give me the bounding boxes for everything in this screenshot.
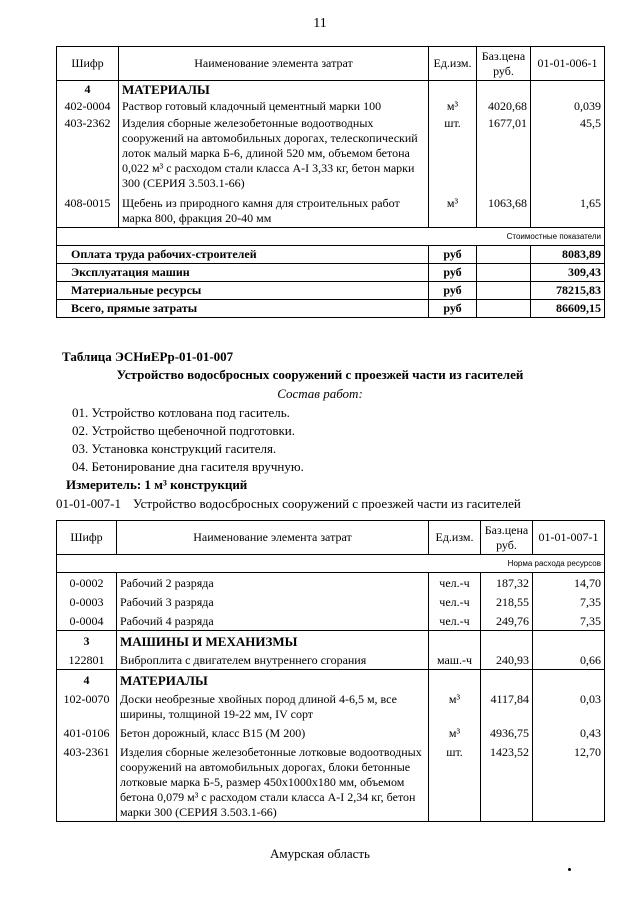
row-code: 0-0002 <box>57 573 117 593</box>
table-row <box>57 650 605 670</box>
row-price: 1423,52 <box>481 742 533 822</box>
row-value: 12,70 <box>533 742 605 822</box>
works-list <box>72 404 304 476</box>
row-name: Щебень из природного камня для строительных работ марка 800, фракция 20-40 мм <box>119 192 429 228</box>
row-name: Доски необрезные хвойных пород длиной 4-6,5 м, все ширины, толщиной 19-22 мм, IV сорт <box>117 689 429 723</box>
table-row <box>57 742 605 822</box>
header-code: Шифр <box>57 47 119 81</box>
section-code: 4 <box>57 81 119 99</box>
row-value: 45,5 <box>531 115 605 192</box>
summary-label: Эксплуатация машин <box>57 264 429 282</box>
summary-label: Оплата труда рабочих-строителей <box>57 246 429 264</box>
row-price: 4020,68 <box>477 98 531 115</box>
row-price: 4936,75 <box>481 723 533 742</box>
summary-unit: руб <box>429 246 477 264</box>
work-item: 02. Устройство щебеночной подготовки. <box>72 423 295 438</box>
norm-line <box>56 496 521 512</box>
summary-value: 78215,83 <box>531 282 605 300</box>
row-value: 0,43 <box>533 723 605 742</box>
header-norm: 01-01-007-1 <box>533 521 605 555</box>
row-code: 402-0004 <box>57 98 119 115</box>
row-name: Раствор готовый кладочный цементный марки 100 <box>119 98 429 115</box>
page-mark <box>568 868 571 871</box>
section-code: 4 <box>57 670 117 690</box>
row-name: Бетон дорожный, класс B15 (М 200) <box>117 723 429 742</box>
header-norm: 01-01-006-1 <box>531 47 605 81</box>
row-name: Изделия сборные железобетонные лотковые водоотводных сооружений на автомобильных дорогах, блоки бетонные лотковые марка Б-5, размер 450x1000x180 мм, объемом бетона 0,079 м³ с расходом стали класса А-I 2,34 кг, бетон марки 300 (СЕРИЯ 3.503.1-66) <box>117 742 429 822</box>
row-unit: маш.-ч <box>429 650 481 670</box>
table-row <box>57 98 605 115</box>
table-row <box>57 573 605 593</box>
row-price: 218,55 <box>481 592 533 611</box>
works-title: Состав работ: <box>277 386 363 401</box>
row-code: 122801 <box>57 650 117 670</box>
row-code: 408-0015 <box>57 192 119 228</box>
summary-row <box>57 300 605 318</box>
norm-code: 01-01-007-1 <box>56 496 121 511</box>
table-row <box>57 611 605 631</box>
row-value: 7,35 <box>533 611 605 631</box>
row-unit: м³ <box>429 98 477 115</box>
row-code: 0-0003 <box>57 592 117 611</box>
work-item: 01. Устройство котлована под гаситель. <box>72 405 290 420</box>
table-row <box>57 689 605 723</box>
work-item: 03. Установка конструкций гасителя. <box>72 441 277 456</box>
row-price: 1063,68 <box>477 192 531 228</box>
table-row <box>57 192 605 228</box>
row-code: 403-2362 <box>57 115 119 192</box>
footer-region: Амурская область <box>270 846 370 861</box>
norm-note: Норма расхода ресурсов <box>57 555 605 573</box>
row-unit: м³ <box>429 723 481 742</box>
row-price: 1677,01 <box>477 115 531 192</box>
summary-value: 86609,15 <box>531 300 605 318</box>
row-name: Рабочий 3 разряда <box>117 592 429 611</box>
row-name: Рабочий 4 разряда <box>117 611 429 631</box>
summary-value: 8083,89 <box>531 246 605 264</box>
table-subtitle: Устройство водосбросных сооружений с проезжей части из гасителей <box>116 367 524 382</box>
row-code: 102-0070 <box>57 689 117 723</box>
summary-label: Всего, прямые затраты <box>57 300 429 318</box>
summary-row <box>57 246 605 264</box>
header-unit: Ед.изм. <box>429 47 477 81</box>
row-name: Рабочий 2 разряда <box>117 573 429 593</box>
header-name: Наименование элемента затрат <box>119 47 429 81</box>
row-unit: чел.-ч <box>429 611 481 631</box>
header-price: Баз.цена руб. <box>481 521 533 555</box>
section-title: МАШИНЫ И МЕХАНИЗМЫ <box>117 631 429 651</box>
header-unit: Ед.изм. <box>429 521 481 555</box>
section-row <box>57 631 605 651</box>
header-name: Наименование элемента затрат <box>117 521 429 555</box>
work-item: 04. Бетонирование дна гасителя вручную. <box>72 459 304 474</box>
row-unit: м³ <box>429 689 481 723</box>
row-name: Виброплита с двигателем внутреннего сгорания <box>117 650 429 670</box>
header-price: Баз.цена руб. <box>477 47 531 81</box>
summary-row <box>57 264 605 282</box>
row-unit: чел.-ч <box>429 592 481 611</box>
row-value: 7,35 <box>533 592 605 611</box>
row-value: 0,039 <box>531 98 605 115</box>
row-code: 401-0106 <box>57 723 117 742</box>
row-unit: шт. <box>429 115 477 192</box>
summary-row <box>57 282 605 300</box>
section-row <box>57 81 605 99</box>
section-title: МАТЕРИАЛЫ <box>117 670 429 690</box>
summary-value: 309,43 <box>531 264 605 282</box>
row-name: Изделия сборные железобетонные водоотводных сооружений на автомобильных дорогах, телескопический лоток малый марка Б-6, длиной 520 мм, объемом бетона 0,022 м³ с расходом стали класса А-I 3,33 кг, бетон марки 300 (СЕРИЯ 3.503.1-66) <box>119 115 429 192</box>
summary-unit: руб <box>429 264 477 282</box>
row-unit: шт. <box>429 742 481 822</box>
cost-note-row <box>57 228 605 246</box>
summary-unit: руб <box>429 300 477 318</box>
norm-desc: Устройство водосбросных сооружений с проезжей части из гасителей <box>133 496 521 511</box>
row-value: 14,70 <box>533 573 605 593</box>
row-value: 0,66 <box>533 650 605 670</box>
table-row <box>57 723 605 742</box>
section-row <box>57 670 605 690</box>
row-price: 249,76 <box>481 611 533 631</box>
table-row <box>57 592 605 611</box>
page-number: 11 <box>313 16 327 31</box>
row-code: 403-2361 <box>57 742 117 822</box>
summary-label: Материальные ресурсы <box>57 282 429 300</box>
row-price: 240,93 <box>481 650 533 670</box>
table-row <box>57 115 605 192</box>
header-code: Шифр <box>57 521 117 555</box>
row-code: 0-0004 <box>57 611 117 631</box>
norm-note-row <box>57 555 605 573</box>
table-title: Таблица ЭСНиЕРр-01-01-007 <box>62 349 234 364</box>
summary-unit: руб <box>429 282 477 300</box>
resource-table-007 <box>56 520 605 822</box>
row-price: 187,32 <box>481 573 533 593</box>
measure-label: Измеритель: 1 м³ конструкций <box>66 477 248 492</box>
row-unit: чел.-ч <box>429 573 481 593</box>
row-value: 1,65 <box>531 192 605 228</box>
row-price: 4117,84 <box>481 689 533 723</box>
section-code: 3 <box>57 631 117 651</box>
resource-table-006 <box>56 46 605 318</box>
row-unit: м³ <box>429 192 477 228</box>
row-value: 0,03 <box>533 689 605 723</box>
section-title: МАТЕРИАЛЫ <box>119 81 429 99</box>
cost-note: Стоимостные показатели <box>57 228 605 246</box>
